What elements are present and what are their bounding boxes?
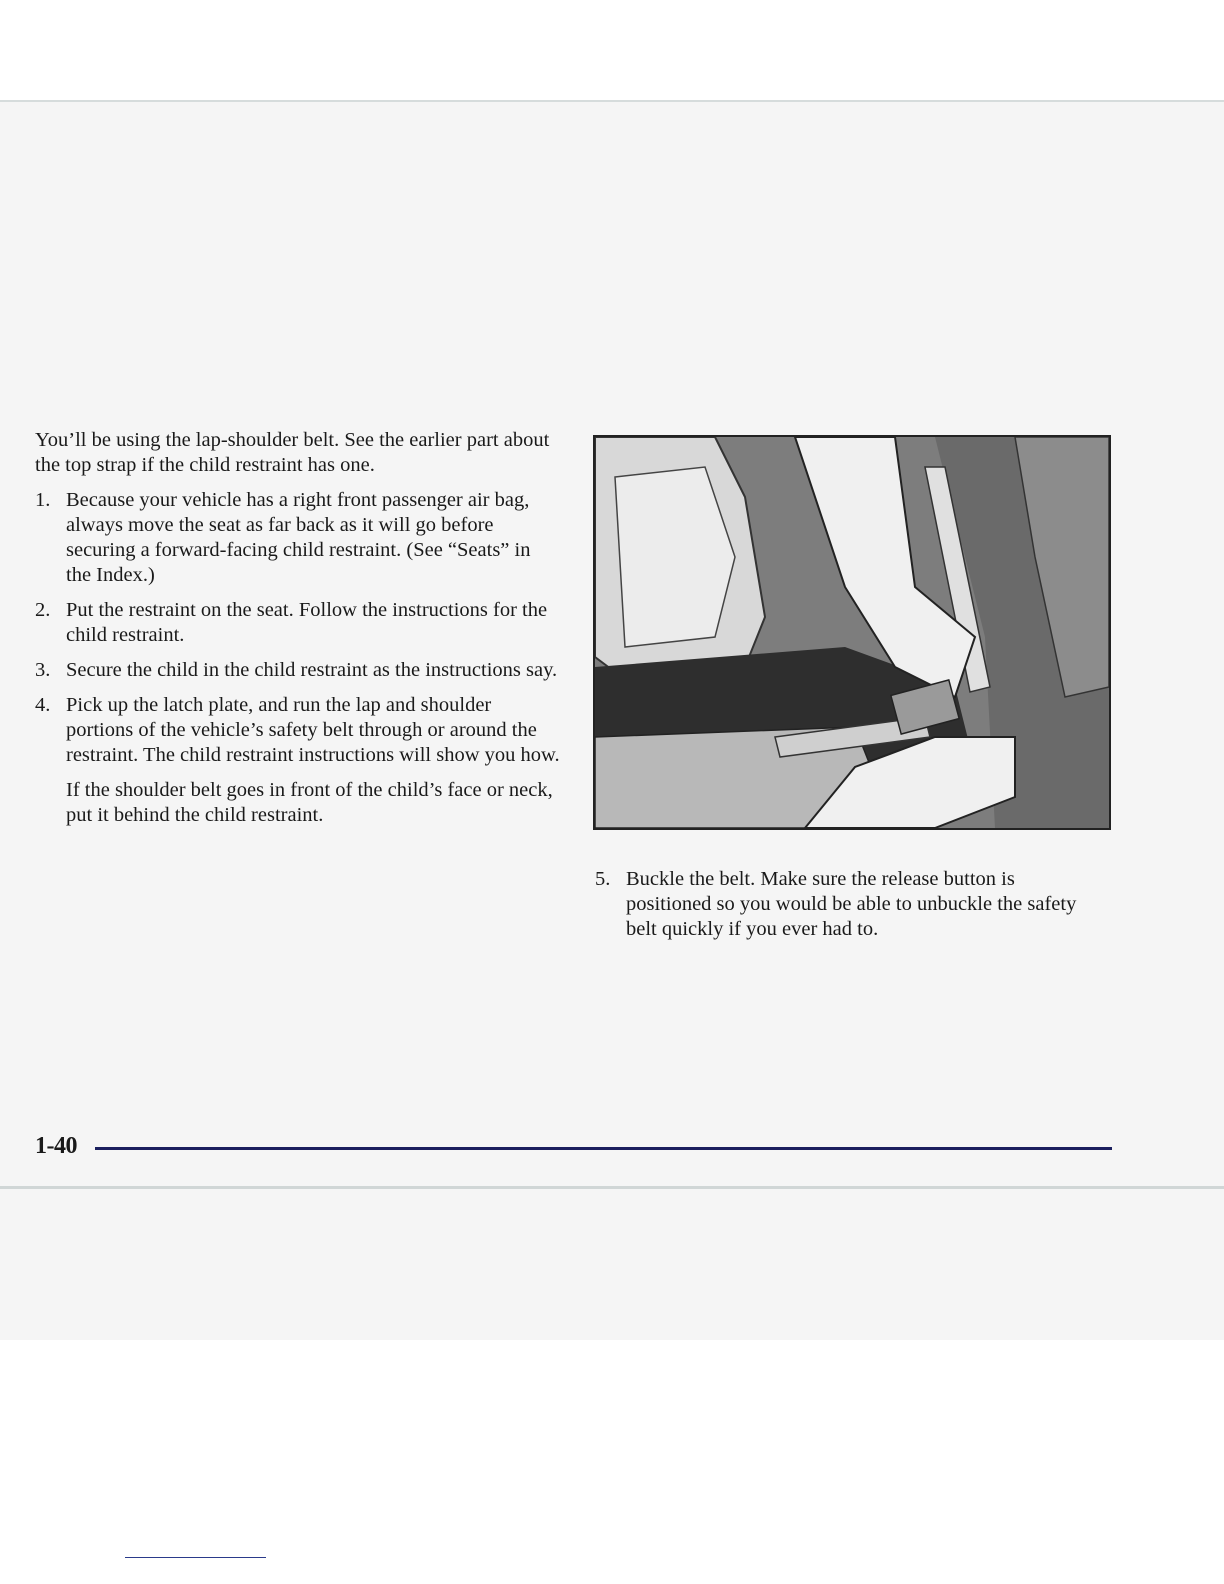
step-4-note: If the shoulder belt goes in front of the child’s face or neck, put it behind the child restraint.: [66, 779, 553, 826]
step-text: Secure the child in the child restraint as the instructions say.: [66, 659, 558, 681]
step-number: 5.: [595, 868, 611, 890]
step-text: Put the restraint on the seat. Follow the instructions for the child restraint.: [66, 599, 548, 646]
buckling-belt-illustration: [593, 435, 1111, 830]
page-number: 1-40: [35, 1133, 77, 1159]
step-list: [35, 488, 560, 768]
bottom-divider: [0, 1186, 1224, 1189]
seat-belt-drawing: [595, 437, 1109, 828]
step-item-5: [595, 867, 1095, 942]
right-column: [595, 867, 1095, 952]
footer-rule: [95, 1147, 1112, 1150]
step-item-3: [35, 658, 560, 683]
step-number: 1.: [35, 489, 51, 511]
step-number: 3.: [35, 659, 51, 681]
step-item-2: [35, 598, 560, 648]
step-number: 4.: [35, 694, 51, 716]
intro-paragraph: You’ll be using the lap-shoulder belt. See the earlier part about the top strap if the child restraint has one.: [35, 429, 550, 476]
step-number: 2.: [35, 599, 51, 621]
bottom-margin-mark: [125, 1557, 266, 1558]
step-text: Buckle the belt. Make sure the release button is positioned so you would be able to unbuckle the safety belt quickly if you ever had to.: [626, 868, 1077, 940]
step-item-4: [35, 693, 560, 768]
step-text: Pick up the latch plate, and run the lap and shoulder portions of the vehicle’s safety belt through or around the restraint. The child restraint instructions will show you how.: [66, 694, 560, 766]
left-column: [35, 428, 560, 828]
top-divider: [0, 100, 1224, 102]
step-item-1: [35, 488, 560, 588]
step-text: Because your vehicle has a right front passenger air bag, always move the seat as far back as it will go before securing a forward-facing child restraint. (See “Seats” in the Index.): [66, 489, 531, 586]
